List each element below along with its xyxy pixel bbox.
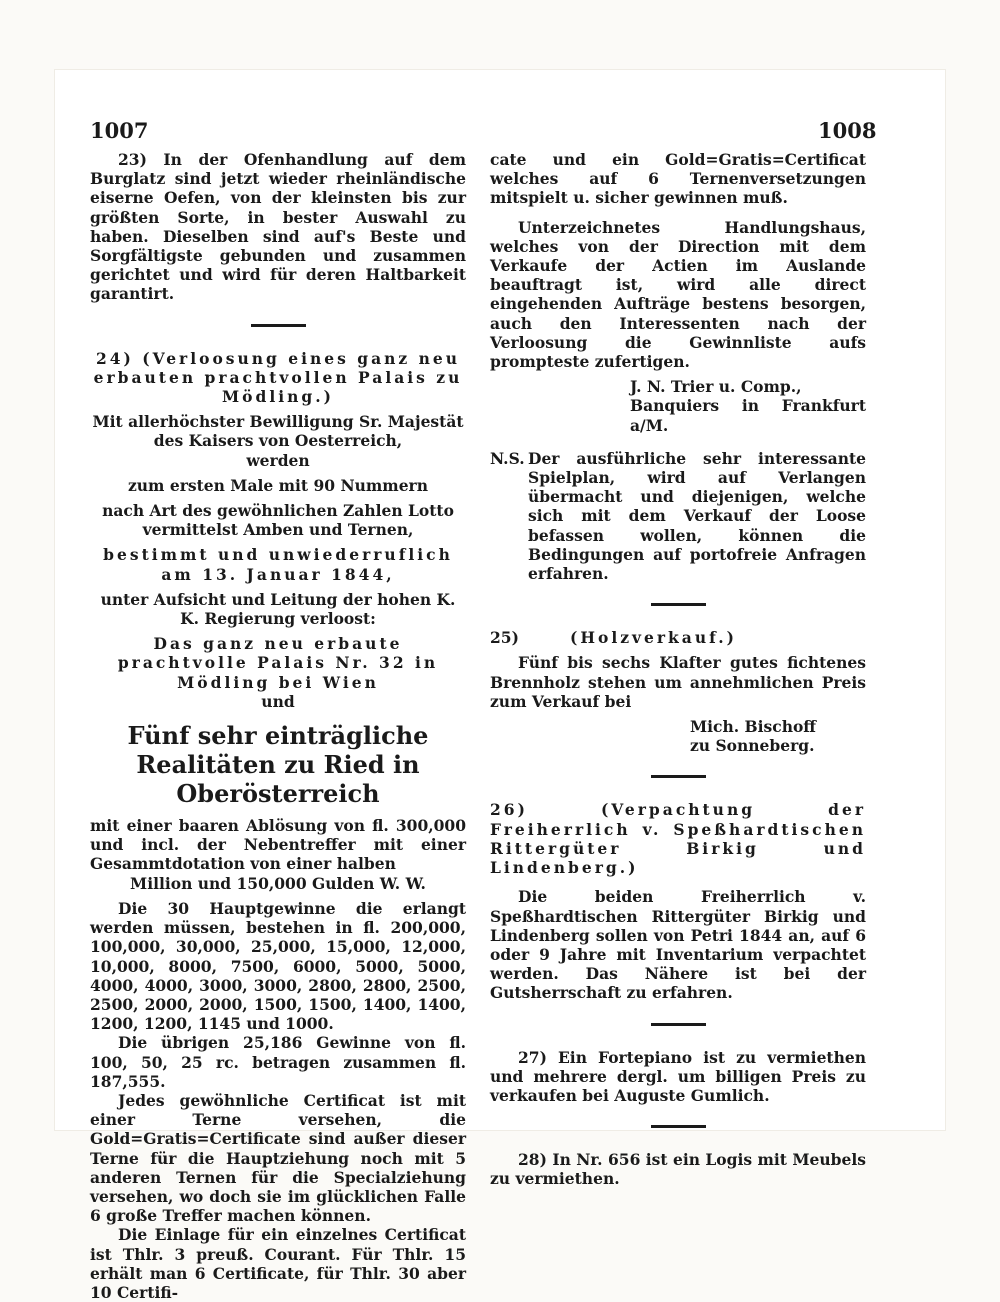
advert-24-und: und	[261, 691, 295, 711]
advert-23: 23) In der Ofenhandlung auf dem Burglatz sind jetzt wieder rheinländische eiserne Oefen, von der kleinsten bis zur größten Sorte, in bester Auswahl zu haben. Dieselben sind auf's Beste und Sorgfältigste gebunden und zusammen gerichtet und wird für deren Haltbarkeit garantirt.	[90, 150, 466, 304]
section-divider	[651, 1023, 706, 1026]
postscript	[490, 449, 866, 583]
advert-25-heading	[490, 628, 866, 647]
postscript-label: N.S.	[490, 448, 525, 468]
advert-27: 27) Ein Fortepiano ist zu vermiethen und mehrere dergl. um billigen Preis zu verkaufen bei Auguste Gumlich.	[490, 1047, 866, 1105]
advert-24-million: Million und 150,000 Gulden W. W.	[130, 873, 426, 893]
section-divider	[651, 603, 706, 606]
advert-24-ablosung: mit einer baaren Ablösung von fl. 300,000 und incl. der Nebentreffer mit einer Gesammtdotation von einer halben	[90, 816, 466, 874]
advert-26-text: Die beiden Freiherrlich v. Speßhardtischen Rittergüter Birkig und Lindenberg sollen von Petri 1844 an, auf 6 oder 9 Jahre mit Inventarium verpachtet werden. Das Nähere ist bei der Gutsherrschaft zu erfahren.	[490, 887, 866, 1003]
page-number-right: 1008	[818, 118, 877, 143]
advert-24-lotto: nach Art des gewöhnlichen Zahlen Lotto vermittelst Amben und Ternen,	[102, 501, 454, 540]
advert-25-signature-place: zu Sonneberg.	[690, 736, 815, 756]
left-column	[90, 150, 466, 1302]
advert-24-continued: cate und ein Gold=Gratis=Certificat welches auf 6 Ternenversetzungen mitspielt u. sicher gewinnen muß.	[490, 150, 866, 208]
advert-26-title: 26) (Verpachtung der Freiherrlich v. Speßhardtischen Rittergüter Birkig und Lindenberg.)	[490, 800, 866, 878]
signature-bankers: Banquiers in Frankfurt a/M.	[630, 396, 866, 435]
advert-24-palais: Das ganz neu erbaute prachtvolle Palais Nr. 32 in Mödling bei Wien	[117, 634, 439, 692]
postscript-text: Der ausführliche sehr interessante Spielplan, wird auf Verlangen übermacht und diejenigen, welche sich mit dem Verkauf der Loose befassen wollen, können die Bedingungen auf portofreie Anfragen erfahren.	[528, 448, 866, 584]
section-divider	[651, 775, 706, 778]
right-column	[490, 150, 866, 1189]
advert-25-signature-name: Mich. Bischoff	[690, 717, 817, 737]
advert-24-permission: Mit allerhöchster Bewilligung Sr. Majestät des Kaisers von Oesterreich,	[92, 412, 464, 451]
advert-24-date: bestimmt und unwiederruflich am 13. Januar 1844,	[103, 545, 453, 584]
advert-25-number: 25)	[490, 628, 519, 648]
advert-25-title: (Holzverkauf.)	[570, 628, 737, 648]
advert-24-title: 24) (Verloosung eines ganz neu erbauten prachtvollen Palais zu Mödling.)	[93, 348, 463, 407]
advert-24-einlage: Die Einlage für ein einzelnes Certificat ist Thlr. 3 preuß. Courant. Für Thlr. 15 erhält man 6 Certificate, für Thlr. 30 aber 10 Certifi-	[90, 1225, 466, 1302]
section-divider	[651, 1125, 706, 1128]
advert-24-trading-house: Unterzeichnetes Handlungshaus, welches von der Direction mit dem Verkaufe der Actien im Auslande beauftragt ist, wird alle direct eingehenden Aufträge bestens besorgen, auch den Interessenten nach der Verloosung die Gewinnliste aufs prompteste zufertigen.	[490, 217, 866, 372]
advert-24-prizes: Die 30 Hauptgewinne die erlangt werden müssen, bestehen in fl. 200,000, 100,000, 30,000, 25,000, 15,000, 12,000, 10,000, 8000, 7500, 6000, 5000, 5000, 4000, 4000, 3000, 3000, 2800, 2800, 2500, 2500, 2000, 2000, 1500, 1500, 1400, 1400, 1200, 1200, 1145 und 1000.	[90, 898, 466, 1034]
advert-28: 28) In Nr. 656 ist ein Logis mit Meubels zu vermiethen.	[490, 1150, 866, 1189]
section-divider	[251, 324, 306, 327]
advert-24-headline: Fünf sehr einträgliche Realitäten zu Ried in Oberösterreich	[127, 721, 429, 809]
advert-24-werden: werden	[246, 450, 310, 470]
advert-25-text: Fünf bis sechs Klafter gutes fichtenes Brennholz stehen um annehmlichen Preis zum Verkauf bei	[490, 653, 866, 711]
advert-24-certificat: Jedes gewöhnliche Certificat ist mit einer Terne versehen, die Gold=Gratis=Certificate sind außer dieser Terne für die Hauptziehung noch mit 5 anderen Ternen für die Specialziehung versehen, wo doch sie im glücklichen Falle 6 große Treffer machen können.	[90, 1090, 466, 1226]
signature-firm: J. N. Trier u. Comp.,	[630, 377, 802, 397]
advert-24-first-time: zum ersten Male mit 90 Nummern	[127, 475, 428, 495]
advert-24-supervision: unter Aufsicht und Leitung der hohen K. K. Regierung verloost:	[100, 589, 456, 629]
advert-24-other-prizes: Die übrigen 25,186 Gewinne von fl. 100, 50, 25 rc. betragen zusammen fl. 187,555.	[90, 1033, 466, 1091]
page-number-left: 1007	[90, 118, 149, 143]
